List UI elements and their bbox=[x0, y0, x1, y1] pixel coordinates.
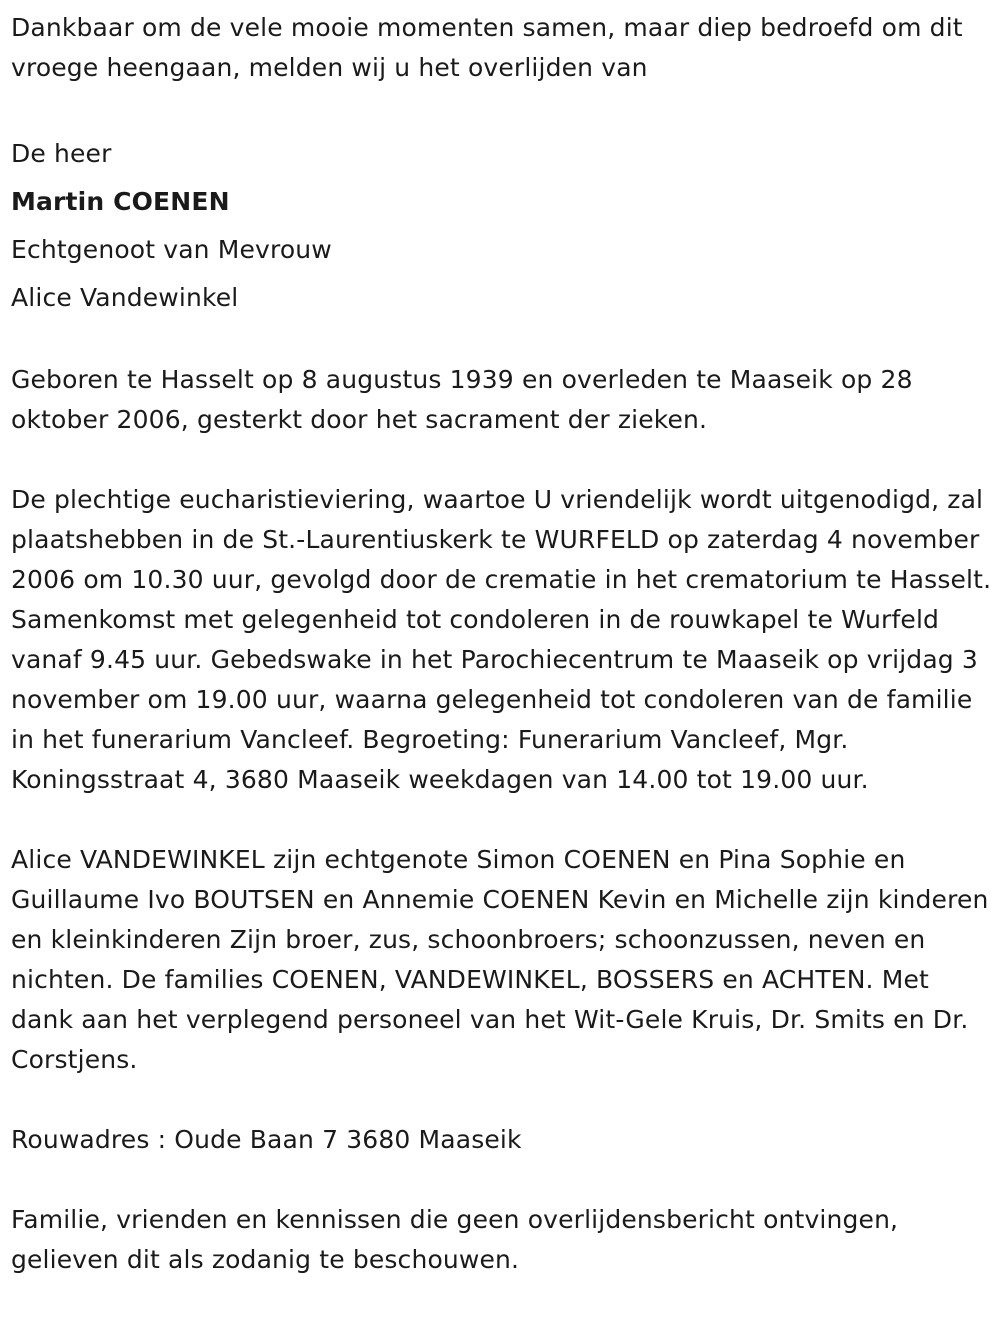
spacer bbox=[11, 1080, 993, 1120]
deceased-name: Martin COENEN bbox=[11, 187, 230, 216]
ceremony-paragraph: De plechtige eucharistieviering, waartoe U vriendelijk wordt uitgenodigd, zal plaatshebben in de St.-Laurentiuskerk te WURFELD op zaterdag 4 november 2006 om 10.30 uur, gevolgd door de crematie in het crematorium te Hasselt. Samenkomst met gelegenheid tot condoleren in de rouwkapel te Wurfeld vanaf 9.45 uur. Gebedswake in het Parochiecentrum te Maaseik op vrijdag 3 november om 19.00 uur, waarna gelegenheid tot condoleren van de familie in het funerarium Vancleef. Begroeting: Funerarium Vancleef, Mgr. Koningsstraat 4, 3680 Maaseik weekdagen van 14.00 tot 19.00 uur. bbox=[11, 485, 992, 794]
mourning-address: Rouwadres : Oude Baan 7 3680 Maaseik bbox=[11, 1125, 522, 1154]
spacer bbox=[11, 1160, 993, 1200]
spacer bbox=[11, 322, 993, 360]
spouse-line-1: Echtgenoot van Mevrouw bbox=[11, 235, 332, 264]
birth-death-paragraph: Geboren te Hasselt op 8 augustus 1939 en overleden te Maaseik op 28 oktober 2006, gesterkt door het sacrament der zieken. bbox=[11, 365, 913, 434]
salutation: De heer bbox=[11, 139, 112, 168]
spacer bbox=[11, 440, 993, 480]
deceased-header bbox=[11, 128, 993, 322]
spacer bbox=[11, 800, 993, 840]
spacer bbox=[11, 88, 993, 128]
spouse-line-2: Alice Vandewinkel bbox=[11, 283, 239, 312]
family-paragraph: Alice VANDEWINKEL zijn echtgenote Simon COENEN en Pina Sophie en Guillaume Ivo BOUTSEN en Annemie COENEN Kevin en Michelle zijn kinderen en kleinkinderen Zijn broer, zus, schoonbroers; schoonzussen, neven en nichten. De families COENEN, VANDEWINKEL, BOSSERS en ACHTEN. Met dank aan het verplegend personeel van het Wit-Gele Kruis, Dr. Smits en Dr. Corstjens. bbox=[11, 845, 989, 1074]
closing-paragraph: Familie, vrienden en kennissen die geen overlijdensbericht ontvingen, gelieven dit als zodanig te beschouwen. bbox=[11, 1205, 899, 1274]
intro-paragraph: Dankbaar om de vele mooie momenten samen, maar diep bedroefd om dit vroege heengaan, melden wij u het overlijden van bbox=[11, 13, 963, 82]
obituary-document bbox=[11, 0, 993, 1280]
